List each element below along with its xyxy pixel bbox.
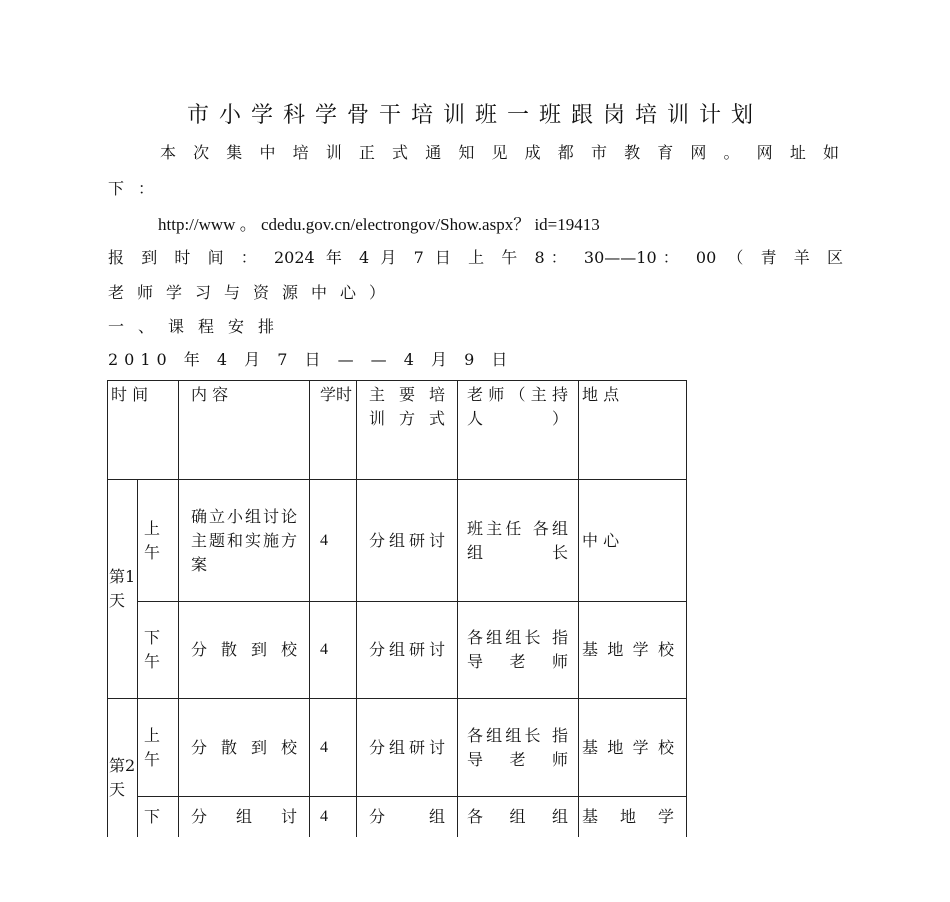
report-time-line-2: 老师学习与资源中心） [108, 283, 399, 302]
hours-text: 4 [320, 531, 328, 549]
method-cell [357, 480, 458, 602]
url-text: http://www 。 cdedu.gov.cn/electrongov/Show.aspx？ id=19413 [158, 215, 600, 234]
teacher-cell [458, 480, 579, 602]
day-1-label [108, 480, 138, 699]
header-teacher [458, 381, 579, 480]
schedule-table [107, 380, 687, 837]
method-cell [357, 699, 458, 797]
period-text: 上午 [144, 725, 161, 769]
method-text: 分组研讨 [369, 640, 445, 659]
header-method-label: 主 要 培 训 方 式 [369, 385, 445, 428]
header-teacher-label: 老 师 （ 主 持 人 ） [467, 385, 568, 428]
header-place [579, 381, 687, 480]
hours-cell [310, 602, 357, 699]
teacher-text: 各组组长 指导老师 [467, 628, 568, 671]
content-cell [179, 699, 310, 797]
hours-cell [310, 699, 357, 797]
hours-text: 4 [320, 641, 328, 658]
hours-cell [310, 797, 357, 838]
document-title: 市小学科学骨干培训班一班跟岗培训计划 [186, 103, 763, 128]
section-heading-course: 一、课程安排 [108, 317, 289, 336]
period-text: 上午 [144, 518, 161, 562]
day-2-label [108, 699, 138, 838]
header-hours-label: 学时 [320, 385, 353, 404]
period-text: 下 [144, 807, 161, 826]
teacher-text: 各组组 [467, 807, 568, 826]
content-text: 分散到校 [191, 737, 297, 757]
header-content-label: 内 容 [191, 385, 229, 404]
method-cell [357, 602, 458, 699]
header-time [108, 381, 179, 480]
header-hours [310, 381, 357, 480]
table-row [108, 699, 687, 797]
teacher-cell [458, 797, 579, 838]
period-cell [138, 699, 179, 797]
intro-line-1: 本次集中培训正式通知见成都市教育网。网址如 [160, 143, 843, 162]
period-text: 下午 [144, 628, 161, 671]
intro-line-2: 下： [108, 179, 169, 198]
content-cell [179, 602, 310, 699]
header-time-label: 时 间 [111, 385, 149, 404]
content-cell [179, 797, 310, 838]
place-cell [579, 699, 687, 797]
place-text: 中 心 [582, 530, 620, 550]
content-cell [179, 480, 310, 602]
hours-text: 4 [320, 808, 328, 825]
place-text: 基地学校 [582, 640, 674, 659]
day-label-text: 第2天 [109, 755, 136, 799]
period-cell [138, 480, 179, 602]
method-text: 分组研讨 [369, 737, 445, 757]
content-text: 分散到校 [191, 640, 297, 659]
table-row [108, 797, 687, 838]
place-cell [579, 797, 687, 838]
report-time-line-1: 报 到 时 间 ： 2024 年 4 月 7 日 上 午 8： 30——10： 00 （ 青 羊 区 [108, 248, 843, 267]
teacher-cell [458, 699, 579, 797]
header-content [179, 381, 310, 480]
place-cell [579, 480, 687, 602]
schedule-table-area [100, 375, 700, 837]
method-text: 分组研讨 [369, 530, 445, 550]
table-header-row [108, 381, 687, 480]
place-text: 基地学 [582, 807, 674, 826]
header-place-label: 地 点 [582, 385, 620, 404]
table-row [108, 602, 687, 699]
teacher-cell [458, 602, 579, 699]
hours-text: 4 [320, 738, 328, 756]
header-method [357, 381, 458, 480]
hours-cell [310, 480, 357, 602]
date-range: 2010 年 4 月 7 日 — — 4 月 9 日 [108, 350, 514, 369]
method-cell [357, 797, 458, 838]
teacher-text: 各组组长 指导老师 [467, 725, 568, 769]
teacher-text: 班主任 各组组长 [467, 518, 568, 562]
period-cell [138, 602, 179, 699]
place-cell [579, 602, 687, 699]
day-label-text: 第1天 [109, 567, 136, 610]
content-text: 分组讨 [191, 807, 297, 826]
content-text: 确立小组讨论主题和实施方案 [191, 506, 297, 574]
method-text: 分组 [369, 807, 445, 826]
place-text: 基地学校 [582, 737, 674, 757]
period-cell [138, 797, 179, 838]
table-row [108, 480, 687, 602]
